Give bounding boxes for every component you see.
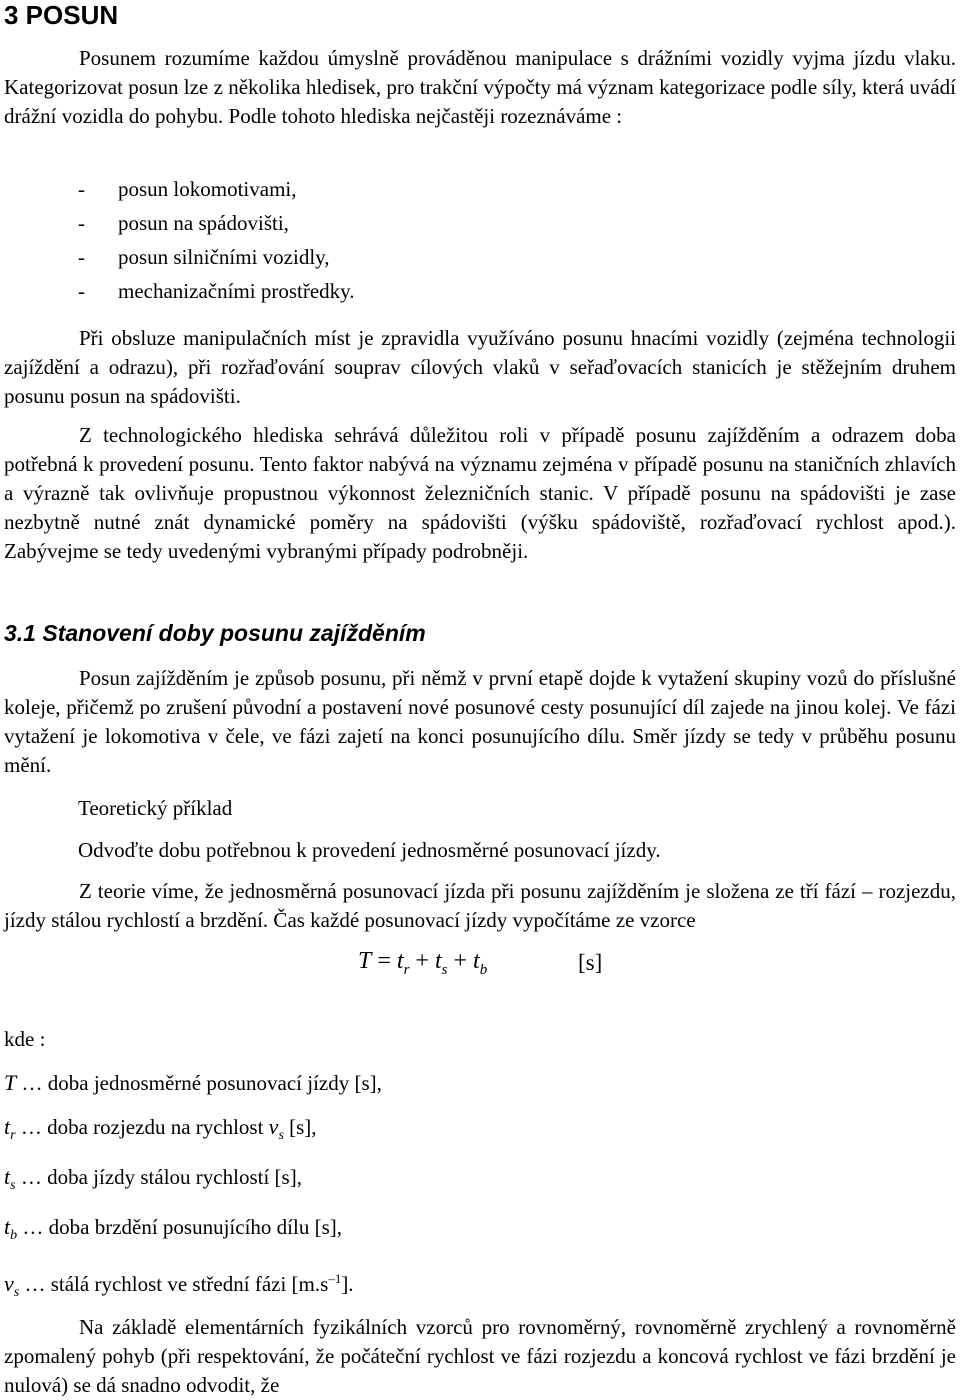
definition-vs: $v_s$ … stálá rychlost ve střední fázi $[m.s^{-1}]$. [4, 1271, 354, 1301]
chapter-title: 3 POSUN [4, 0, 119, 30]
kde-label: kde : [4, 1027, 46, 1051]
intro-paragraph: Posunem rozumíme každou úmyslně prováděnou manipulace s drážními vozidly vyjma jízdu vlaku. Kategorizovat posun lze z několika hledisek, pro trakční výpočty má význam kategorizace podle síly, která uvádí drážní vozidla do pohybu. Podle tohoto hlediska nejčastěji rozeznáváme : [4, 46, 956, 128]
definition-tb: $t_b$ … doba brzdění posunujícího dílu [s], [4, 1214, 342, 1244]
section-title: 3.1 Stanovení doby posunu zajížděním [4, 620, 426, 646]
posun-types-list [78, 172, 355, 308]
conclusion-paragraph: Na základě elementárních fyzikálních vzorců pro rovnoměrný, rovnoměrně zrychlený a rovnoměrně zpomalený pohyb (při respektování, že počáteční rychlost ve fázi rozjezdu a koncová rychlost ve fázi brzdění je nulová) se dá snadno odvodit, že [4, 1315, 956, 1397]
definition-T: T … doba jednosměrné posunovací jízdy [s], [4, 1070, 382, 1095]
example-task: Odvoďte dobu potřebnou k provedení jednosměrné posunovací jízdy. [78, 838, 661, 862]
list-item: - posun lokomotivami, [78, 177, 297, 201]
list-item: - mechanizačními prostředky. [78, 279, 355, 303]
list-item: - posun na spádovišti, [78, 211, 289, 235]
list-item: - posun silničními vozidly, [78, 245, 330, 269]
technology-paragraph: Z technologického hlediska sehrává důležitou roli v případě posunu zajížděním a odrazem doba potřebná k provedení posunu. Tento faktor nabývá na významu zejména v případě posunu na staničních zhlavích a výrazně tak ovlivňuje propustnou výkonnost železničních stanic. V případě posunu na spádovišti je zase nezbytně nutné znát dynamické poměry na spádovišti (výšku spádoviště, rozřaďovací rychlost apod.). Zabývejme se tedy uvedenými vybranými případy podrobněji. [4, 423, 956, 563]
example-title: Teoretický příklad [78, 796, 233, 820]
formula-unit: [s] [578, 950, 603, 975]
zajizdeni-paragraph: Posun zajížděním je způsob posunu, při němž v první etapě dojde k vytažení skupiny vozů do příslušné koleje, přičemž po zrušení původní a postavení nové posunové cesty posunující díl zajede na jinou kolej. Ve fázi vytažení je lokomotiva v čele, ve fázi zajetí na konci posunujícího dílu. Směr jízdy se tedy v průběhu posunu mění. [4, 666, 956, 777]
theory-paragraph: Z teorie víme, že jednosměrná posunovací jízda při posunu zajížděním je složena ze tří fází – rozjezdu, jízdy stálou rychlostí a brzdění. Čas každé posunovací jízdy vypočítáme ze vzorce [4, 879, 956, 932]
obsluze-paragraph: Při obsluze manipulačních míst je zpravidla využíváno posunu hnacími vozidly (zejména technologii zajíždění a odrazu), při rozřaďování souprav cílových vlaků v seřaďovacích stanicích je stěžejním druhem posunu posun na spádovišti. [4, 326, 956, 408]
definition-tr: $t_r$ … doba rozjezdu na rychlost $v_s$ [s], [4, 1114, 317, 1144]
definition-ts: $t_s$ … doba jízdy stálou rychlostí [s], [4, 1164, 302, 1194]
time-formula: $T = t_r + t_s + t_b$ [358, 948, 488, 978]
